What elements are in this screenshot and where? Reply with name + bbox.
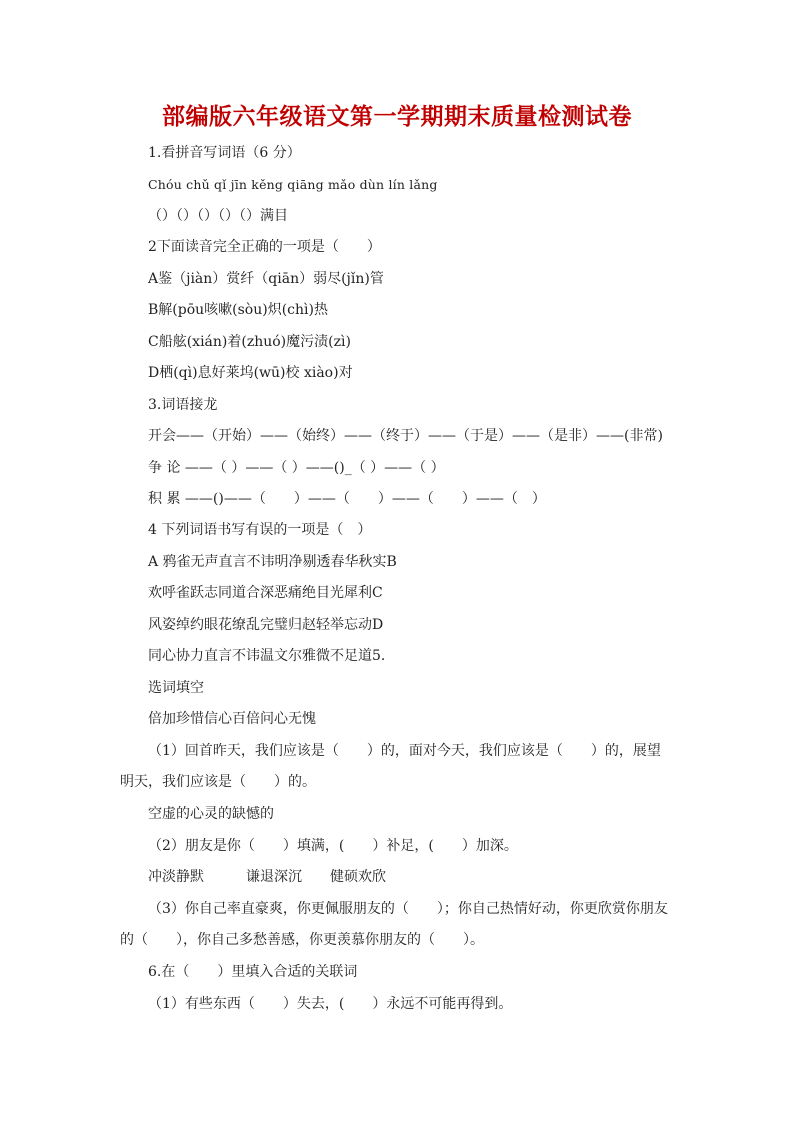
question-3-heading: 3.词语接龙	[148, 397, 218, 413]
option-c: C船舷(xián)着(zhuó)魔污渍(zì)	[148, 334, 351, 350]
question-4-line-2: 欢呼雀跃志同道合深恶痛绝目光犀利C	[148, 585, 383, 601]
word-choices-3: 冲淡静默 谦退深沉 健硕欢欣	[148, 869, 386, 885]
fill-in-sentence-2: （2）朋友是你（ ）填满，( ）补足，( ）加深。	[148, 838, 518, 854]
word-chain-line-1: 争 论 ——（ ）——（ ）——()_（ ）——（ ）	[148, 460, 445, 476]
word-choices-2: 空虚的心灵的缺憾的	[148, 806, 274, 822]
option-b: B解(pōu咳嗽(sòu)炽(chì)热	[148, 302, 328, 318]
question-6-heading: 6.在（ ）里填入合适的关联词	[148, 964, 358, 980]
page-title: 部编版六年级语文第一学期期末质量检测试卷	[162, 103, 632, 130]
fill-in-paragraph-1: （1）回首昨天，我们应该是（ ）的，面对今天，我们应该是（ ）的，展望明天，我们应该是（ ）的。	[120, 743, 661, 790]
question-6-line-1: （1）有些东西（ ）失去，( ）永远不可能再得到。	[148, 996, 513, 1012]
question-4-line-3: 风姿绰约眼花缭乱完璧归赵轻举忘动D	[148, 617, 384, 633]
option-d: D栖(qì)息好莱坞(wū)校 xiào)对	[148, 365, 353, 381]
question-4-heading: 4 下列词语书写有误的一项是（ ）	[148, 522, 372, 538]
question-1-heading: 1.看拼音写词语（6 分）	[148, 145, 301, 161]
question-4-line-1: A 鸦雀无声直言不讳明净剔透春华秋实B	[148, 554, 397, 570]
word-choices-1: 倍加珍惜信心百倍问心无愧	[148, 711, 316, 727]
answer-blanks-line: （）（）（）（）（）满目	[148, 208, 288, 224]
word-chain-example: 开会——（开始）——（始终）——（终于）——（于是）——（是非）——(非常)	[148, 428, 663, 444]
question-2-heading: 2下面读音完全正确的一项是（ ）	[148, 239, 381, 255]
question-4-line-4: 同心协力直言不讳温文尔雅微不足道5.	[148, 648, 386, 664]
fill-in-paragraph-3: （3）你自己率直豪爽，你更佩服朋友的（ ）；你自己热情好动，你更欣赏你朋友的（ ），你自己多愁善感，你更羡慕你朋友的（ ）。	[120, 901, 668, 948]
question-5-heading: 选词填空	[148, 680, 204, 696]
option-a: A鉴（jiàn）赏纤（qiān）弱尽(jǐn)管	[148, 271, 384, 287]
pinyin-line: Chóu chǔ qǐ jīn kěng qiāng mǎo dùn lín lǎng	[148, 177, 438, 192]
word-chain-line-2: 积 累 ——()——（ ）——（ ）——（ ）——（ ）	[148, 491, 546, 507]
